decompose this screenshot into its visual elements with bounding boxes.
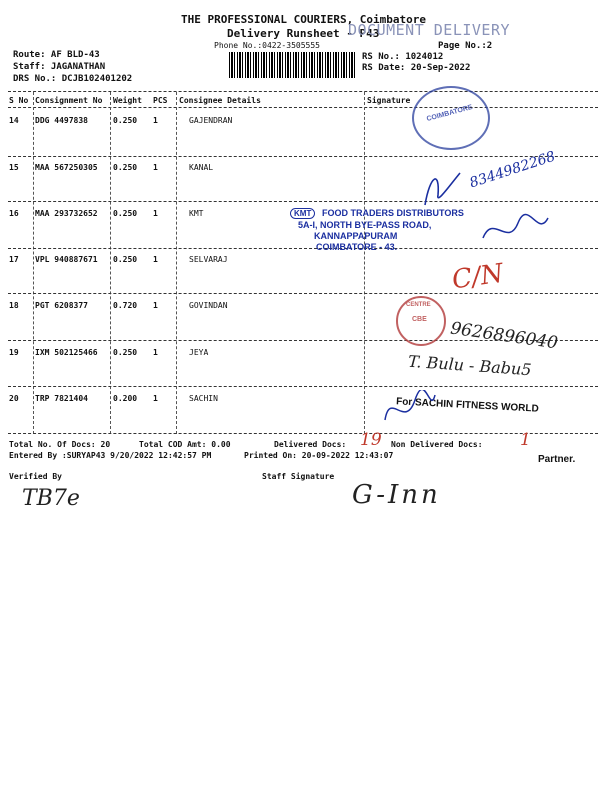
rs-date: RS Date: 20-Sep-2022 — [362, 63, 471, 73]
row-sno: 15 — [9, 163, 19, 172]
kmt-line-1: FOOD TRADERS DISTRIBUTORS — [322, 208, 464, 218]
phone-number: Phone No.:0422-3505555 — [214, 41, 320, 50]
row-sno: 19 — [9, 348, 19, 357]
row-weight: 0.250 — [113, 163, 138, 172]
total-docs: Total No. Of Docs: 20 — [9, 440, 111, 449]
row-consignment: PGT 6208377 — [35, 301, 88, 310]
row-consignment: TRP 7821404 — [35, 394, 88, 403]
delivered-docs-count: 19 — [360, 430, 382, 450]
route: Route: AF BLD-43 — [13, 50, 100, 60]
page-number: Page No.:2 — [438, 41, 493, 51]
column-line — [364, 92, 365, 434]
seal-centre: CENTRE — [406, 302, 431, 308]
row-pcs: 1 — [153, 163, 158, 172]
row-pcs: 1 — [153, 394, 158, 403]
row-consignment: VPL 940887671 — [35, 255, 98, 264]
partner-label: Partner. — [538, 454, 576, 465]
rs-number: RS No.: 1024012 — [362, 52, 444, 62]
row-consignee: JEYA — [189, 348, 209, 357]
row-weight: 0.720 — [113, 301, 138, 310]
total-cod: Total COD Amt: 0.00 — [139, 440, 231, 449]
row-consignee: GAJENDRAN — [189, 116, 233, 125]
row-weight: 0.250 — [113, 255, 138, 264]
row-pcs: 1 — [153, 209, 158, 218]
row-weight: 0.250 — [113, 209, 138, 218]
column-line — [176, 92, 177, 434]
col-pcs: PCS — [153, 96, 168, 105]
divider — [8, 433, 598, 434]
col-sno: S No — [9, 96, 29, 105]
row-weight: 0.250 — [113, 348, 138, 357]
signature-row16 — [478, 208, 553, 253]
row-weight: 0.200 — [113, 394, 138, 403]
non-delivered-docs-label: Non Delivered Docs: — [391, 440, 483, 449]
entered-by: Entered By :SURYAP43 9/20/2022 12:42:57 PM — [9, 451, 212, 460]
staff-signature: G-Inn — [352, 480, 441, 510]
sachin-stamp: For SACHIN FITNESS WORLD — [395, 396, 539, 415]
document-delivery-stamp: DOCUMENT DELIVERY — [348, 21, 511, 39]
row-consignee: SELVARAJ — [189, 255, 228, 264]
handwritten-cn: C/N — [450, 258, 506, 296]
kmt-line-3: KANNAPPAPURAM — [314, 231, 398, 241]
row-sno: 16 — [9, 209, 19, 218]
row-weight: 0.250 — [113, 116, 138, 125]
col-weight: Weight — [113, 96, 142, 105]
row-consignment: DDG 4497838 — [35, 116, 88, 125]
column-line — [110, 92, 111, 434]
col-consignee: Consignee Details — [179, 96, 261, 105]
col-consignment: Consignment No — [35, 96, 103, 105]
divider — [8, 386, 598, 387]
col-signature: Signature — [367, 96, 411, 105]
row-consignee: KMT — [189, 209, 204, 218]
row-consignment: MAA 567250305 — [35, 163, 98, 172]
column-line — [33, 92, 34, 434]
row-sno: 18 — [9, 301, 19, 310]
divider — [8, 201, 598, 202]
verified-by-label: Verified By — [9, 472, 62, 481]
kmt-line-2: 5A-I, NORTH BYE-PASS ROAD, — [298, 220, 432, 230]
barcode — [229, 52, 357, 78]
staff: Staff: JAGANATHAN — [13, 62, 106, 72]
divider — [8, 156, 598, 157]
kmt-logo: KMT — [290, 208, 315, 219]
row-pcs: 1 — [153, 116, 158, 125]
row-sno: 20 — [9, 394, 19, 403]
printed-on: Printed On: 20-09-2022 12:43:07 — [244, 451, 394, 460]
handwritten-phone-1: 8344982268 — [467, 148, 558, 192]
drs-number: DRS No.: DCJB102401202 — [13, 74, 133, 84]
verified-signature: TB7e — [22, 486, 80, 511]
row-pcs: 1 — [153, 348, 158, 357]
handwritten-phone-2: 9626896040 — [449, 318, 560, 354]
signature-row15 — [420, 165, 470, 210]
company-title: THE PROFESSIONAL COURIERS, Coimbatore — [181, 13, 427, 26]
row-pcs: 1 — [153, 255, 158, 264]
row-pcs: 1 — [153, 301, 158, 310]
row-consignee: SACHIN — [189, 394, 218, 403]
round-seal-text: COIMBATORE — [425, 104, 474, 123]
divider — [8, 107, 598, 108]
signature-row20 — [380, 390, 440, 430]
divider — [8, 91, 598, 92]
handwritten-name-19: T. Bulu - Babu5 — [407, 351, 533, 380]
red-round-seal — [396, 296, 446, 346]
row-consignment: MAA 293732652 — [35, 209, 98, 218]
row-consignee: KANAL — [189, 163, 214, 172]
row-consignment: IXM 502125466 — [35, 348, 98, 357]
non-delivered-docs-count: 1 — [520, 430, 531, 450]
row-sno: 17 — [9, 255, 19, 264]
delivered-docs-label: Delivered Docs: — [274, 440, 347, 449]
row-sno: 14 — [9, 116, 19, 125]
kmt-line-4: COIMBATORE - 43. — [316, 242, 398, 252]
seal-cbe: CBE — [412, 316, 427, 323]
staff-signature-label: Staff Signature — [262, 472, 335, 481]
runsheet-title: Delivery Runsheet - P43 — [227, 27, 380, 40]
round-seal — [412, 86, 490, 150]
divider — [8, 293, 598, 294]
row-consignee: GOVINDAN — [189, 301, 228, 310]
